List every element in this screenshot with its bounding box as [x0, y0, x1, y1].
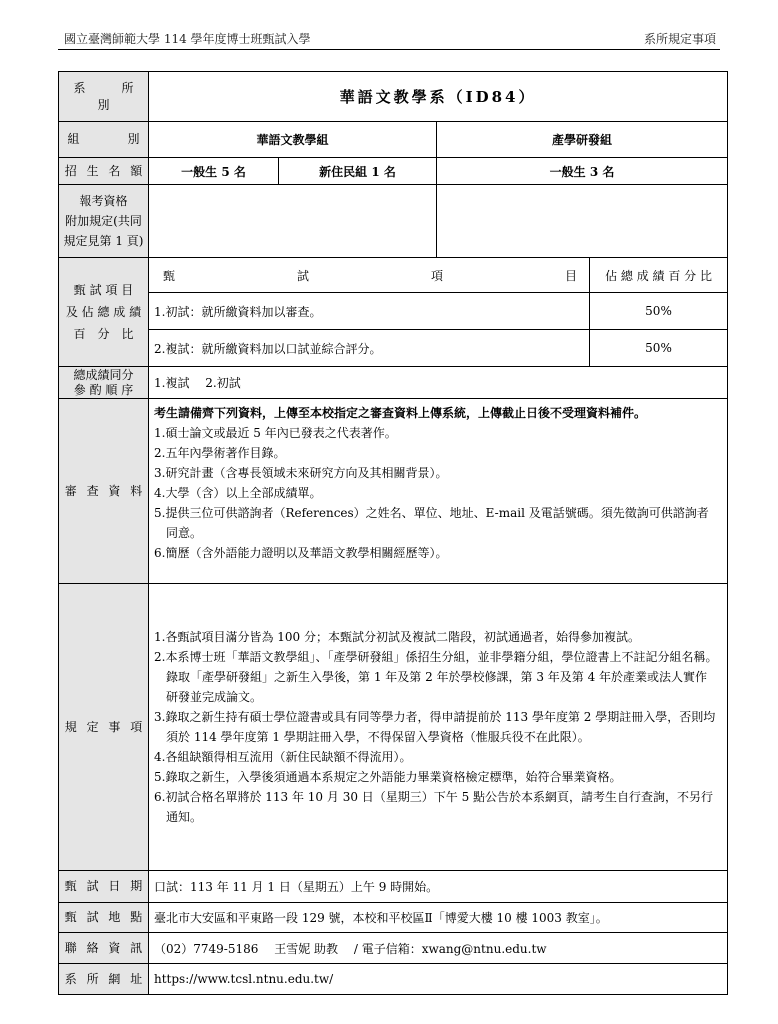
- label-qualification: 報考資格 附加規定(共同 規定見第 1 頁): [59, 185, 149, 258]
- page-header: [58, 28, 720, 48]
- row-department: [59, 72, 728, 122]
- label-department: 系 所 別: [59, 72, 149, 122]
- review-item: 3.研究計畫（含專長領域未來研究方向及其相關背景）。: [154, 466, 448, 480]
- qualification-g2: [437, 185, 728, 258]
- label-exam-date: 甄 試 日 期: [59, 871, 149, 903]
- label-tie-break: 總成績同分 參 酌 順 序: [59, 367, 149, 399]
- row-exam-date: [59, 871, 728, 903]
- label-website: 系 所 網 址: [59, 964, 149, 995]
- header-school-title: 國立臺灣師範大學 114 學年度博士班甄試入學: [64, 32, 311, 46]
- label-exam-place: 甄 試 地 點: [59, 903, 149, 933]
- group-chinese-teaching: 華語文教學組: [149, 122, 437, 158]
- contact-value: （02）7749-5186 王雪妮 助教 / 電子信箱：xwang@ntnu.edu.tw: [149, 933, 728, 964]
- department-name: 華語文教學系（ID84）: [149, 72, 728, 122]
- row-exam-place: [59, 903, 728, 933]
- row-review-materials: [59, 399, 728, 584]
- rule-item: 1.各甄試項目滿分皆為 100 分；本甄試分初試及複試二階段，初試通過者，始得參加複試。: [154, 630, 640, 644]
- quota-g1-general: 一般生 5 名: [149, 158, 279, 185]
- rule-item: 6.初試合格名單將於 113 年 10 月 30 日（星期三）下午 5 點公告於本系網頁，請考生自行查詢，不另行通知。: [154, 790, 714, 824]
- review-item: 2.五年內學術著作目錄。: [154, 446, 286, 460]
- review-item: 4.大學（含）以上全部成績單。: [154, 486, 322, 500]
- row-group: [59, 122, 728, 158]
- row-exam-item-2: [59, 330, 728, 367]
- tie-break-order: 1.複試 2.初試: [149, 367, 728, 399]
- rule-item: 5.錄取之新生，入學後須通過本系規定之外語能力畢業資格檢定標準，始符合畢業資格。: [154, 770, 622, 784]
- label-review-materials: 審 查 資 料: [59, 399, 149, 584]
- label-quota: 招 生 名 額: [59, 158, 149, 185]
- exam-percent-header: 佔 總 成 績 百 分 比: [590, 258, 728, 293]
- label-exam-items: 甄 試 項 目 及 佔 總 成 績 百 分 比: [59, 258, 149, 367]
- group-industry-rd: 產學研發組: [437, 122, 728, 158]
- row-exam-head: [59, 258, 728, 293]
- exam-item-2: 2.複試：就所繳資料加以口試並綜合評分。: [149, 330, 590, 367]
- exam-percent-1: 50%: [590, 293, 728, 330]
- label-contact: 聯 絡 資 訊: [59, 933, 149, 964]
- row-tie-break: [59, 367, 728, 399]
- rule-item: 4.各組缺額得相互流用（新住民缺額不得流用）。: [154, 750, 412, 764]
- exam-item-1: 1.初試：就所繳資料加以審查。: [149, 293, 590, 330]
- regulations-list: [149, 584, 728, 871]
- qualification-g1: [149, 185, 437, 258]
- header-rule: [58, 49, 720, 50]
- review-item: 6.簡歷（含外語能力證明以及華語文教學相關經歷等）。: [154, 546, 448, 560]
- exam-items-header: 甄 試 項 目: [149, 258, 590, 293]
- rule-item: 2.本系博士班「華語文教學組」、「產學研發組」係招生分組，並非學籍分組，學位證書上不註記分組名稱。錄取「產學研發組」之新生入學後，第 1 年及第 2 年於學校修課，第 3 年及第 4 年於產業或法人實作研發並完成論文。: [154, 650, 718, 704]
- row-contact: [59, 933, 728, 964]
- review-item: 1.碩士論文或最近 5 年內已發表之代表著作。: [154, 426, 397, 440]
- exam-place-value: 臺北市大安區和平東路一段 129 號，本校和平校區Ⅱ「博愛大樓 10 樓 1003 教室」。: [149, 903, 728, 933]
- row-quota: [59, 158, 728, 185]
- review-lead: 考生請備齊下列資料，上傳至本校指定之審查資料上傳系統，上傳截止日後不受理資料補件。: [154, 406, 647, 420]
- review-materials-list: [149, 399, 728, 584]
- header-section-title: 系所規定事項: [643, 32, 716, 46]
- row-regulations: [59, 584, 728, 871]
- review-item: 5.提供三位可供諮詢者（References）之姓名、單位、地址、E-mail 及電話號碼。須先徵詢可供諮詢者同意。: [154, 506, 709, 540]
- website-link[interactable]: https://www.tcsl.ntnu.edu.tw/: [149, 964, 728, 995]
- exam-percent-2: 50%: [590, 330, 728, 367]
- row-website: [59, 964, 728, 995]
- regulation-table: [58, 71, 728, 995]
- label-group: 組 別: [59, 122, 149, 158]
- rule-item: 3.錄取之新生持有碩士學位證書或具有同等學力者，得申請提前於 113 學年度第 2 學期註冊入學，否則均須於 114 學年度第 1 學期註冊入學，不得保留入學資格（惟服兵役不在此限）。: [154, 710, 716, 744]
- row-qualification: [59, 185, 728, 258]
- quota-g1-new-resident: 新住民組 1 名: [279, 158, 437, 185]
- exam-date-value: 口試：113 年 11 月 1 日（星期五）上午 9 時開始。: [149, 871, 728, 903]
- label-regulations: 規 定 事 項: [59, 584, 149, 871]
- row-exam-item-1: [59, 293, 728, 330]
- quota-g2-general: 一般生 3 名: [437, 158, 728, 185]
